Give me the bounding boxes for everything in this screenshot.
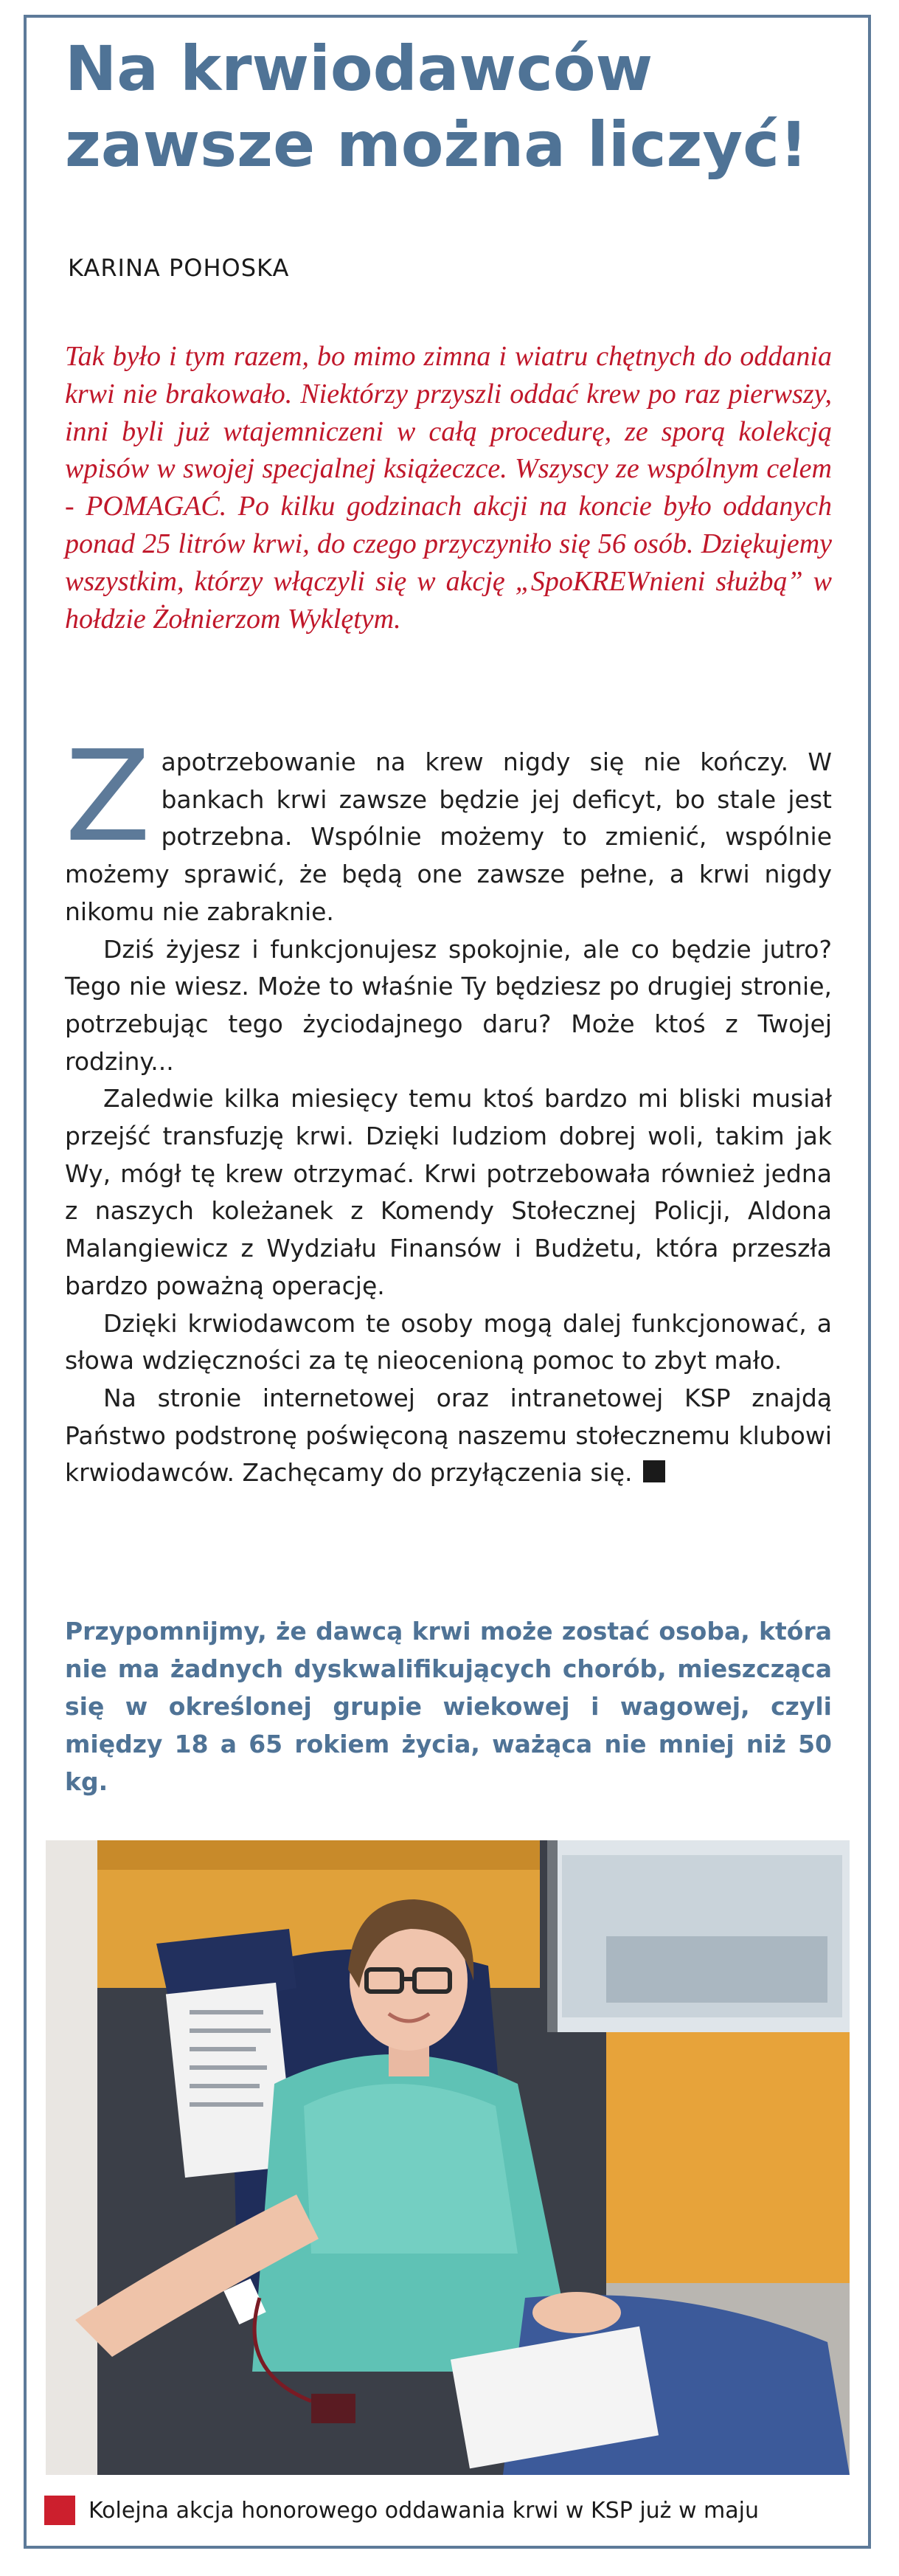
body-paragraph: Zaledwie kilka miesięcy temu ktoś bardzo mi bliski musiał przejść transfuzję krwi. Dzięki ludziom dobrej woli, takim jak Wy, mógł tę krew otrzymać. Krwi potrzebowała również jedna z naszych koleżanek z Komendy Stołecznej Policji, Aldona Malangiewicz z Wydziału Finansów i Budżetu, która przeszła bardzo poważną operację. <box>65 1084 832 1300</box>
article-title: Na krwiodawców zawsze można liczyć! <box>65 32 808 181</box>
article-lead: Tak było i tym razem, bo mimo zimna i wiatru chętnych do oddania krwi nie brakowało. Niektórzy przyszli oddać krew po raz pierwszy, inni byli już wtajemniczeni w całą procedurę, ze sporą kolekcją wpisów w swojej specjalnej książeczce. Wszyscy ze wspólnym celem - POMAGAĆ. Po kilku godzinach akcji na koncie było oddanych ponad 25 litrów krwi, do czego przyczyniło się 56 osób. Dziękujemy wszystkim, którzy włączyli się w akcję „SpoKREWnieni służbą” w hołdzie Żołnierzom Wyklętym. <box>65 341 832 635</box>
body-paragraph-text: Na stronie internetowej oraz intranetowej KSP znajdą Państwo podstronę poświęconą naszemu stołecznemu klubowi krwiodawców. Zachęcamy do przyłączenia się. <box>65 1383 832 1488</box>
body-paragraph: Dzięki krwiodawcom te osoby mogą dalej funkcjonować, a słowa wdzięczności za tę nieocenioną pomoc to zbyt mało. <box>65 1308 832 1375</box>
caption-text: Kolejna akcja honorowego oddawania krwi w KSP już w maju <box>88 2497 759 2524</box>
blood-donor-photo <box>46 1840 850 2475</box>
article-author: KARINA POHOSKA <box>68 254 290 282</box>
body-paragraph-text: apotrzebowanie na krew nigdy się nie kończy. W bankach krwi zawsze będzie jej deficyt, bo stale jest potrzebna. Wspólnie możemy to zmienić, wspólnie możemy sprawić, że będą one zawsze pełne, a krwi nigdy nikomu nie zabraknie. <box>65 747 832 926</box>
highlight-box: Przypomnijmy, że dawcą krwi może zostać osoba, która nie ma żadnych dyskwalifikujących chorób, mieszcząca się w określonej grupie wiekowej i wagowej, czyli między 18 a 65 rokiem życia, ważąca nie mniej niż 50 kg. <box>65 1617 832 1796</box>
caption-marker-icon <box>44 2496 75 2525</box>
end-of-article-icon <box>643 1460 665 1482</box>
body-paragraph <box>65 724 832 931</box>
body-paragraph: Dziś żyjesz i funkcjonujesz spokojnie, ale co będzie jutro? Tego nie wiesz. Może to właśnie Ty będziesz po drugiej stronie, potrzebując tego życiodajnego daru? Może ktoś z Twojej rodziny... <box>65 934 832 1076</box>
drop-cap: Z <box>65 724 151 870</box>
body-paragraph <box>65 1380 832 1492</box>
photo-caption <box>44 2496 759 2525</box>
article-body <box>65 724 832 1492</box>
